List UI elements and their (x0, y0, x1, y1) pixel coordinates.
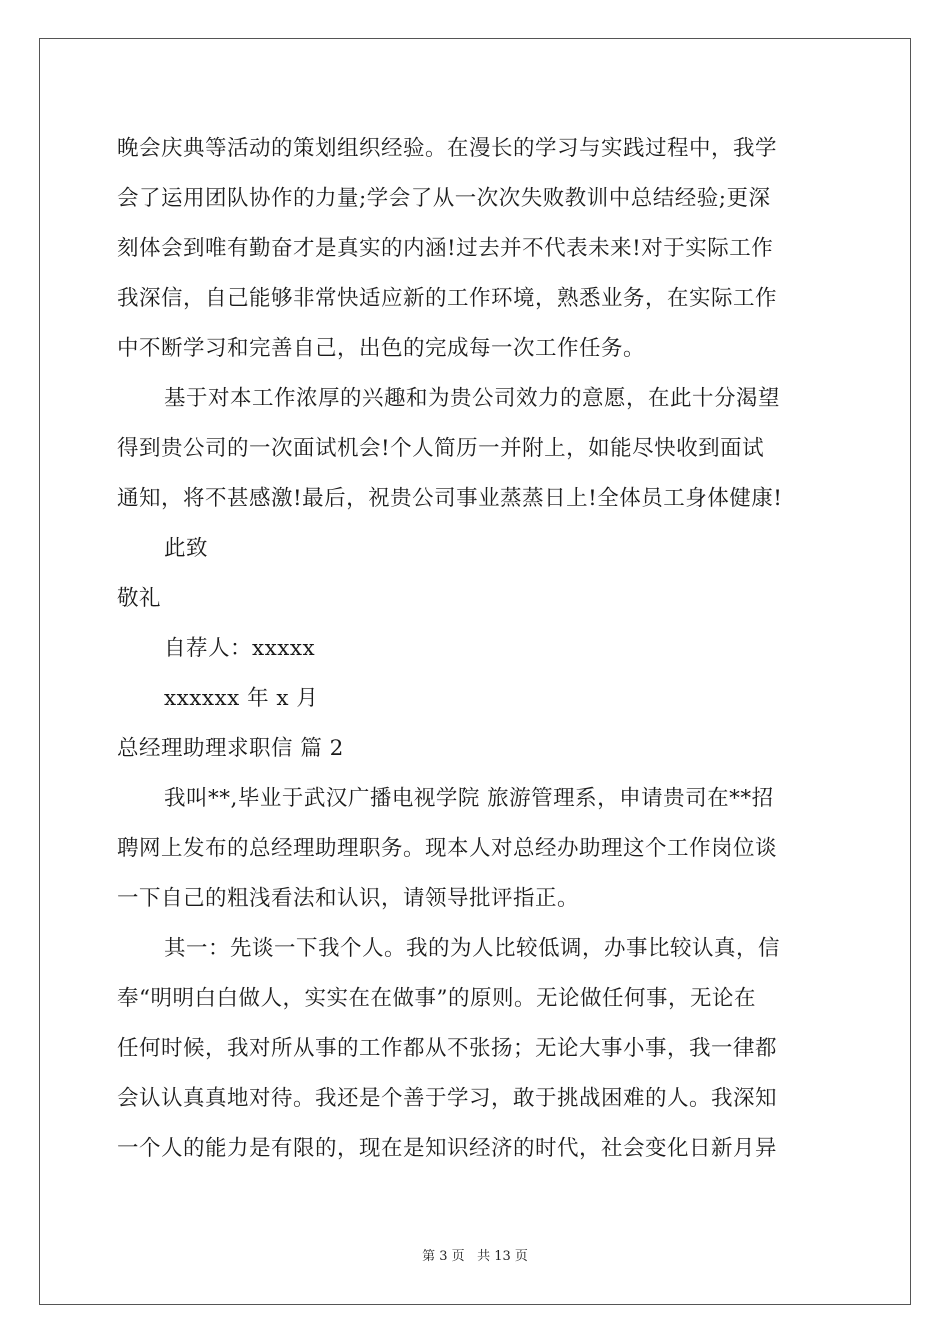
body-line-3: 刻体会到唯有勤奋才是真实的内涵!过去并不代表未来!对于实际工作 (117, 236, 774, 261)
body-line-18: 奉“明明白白做人，实实在在做事”的原则。无论做任何事，无论在 (117, 986, 756, 1011)
body-line-14: 我叫**,毕业于武汉广播电视学院 旅游管理系，申请贵司在**招 (164, 786, 774, 811)
page-border (39, 38, 911, 1305)
body-line-17: 其一：先谈一下我个人。我的为人比较低调，办事比较认真，信 (164, 936, 781, 961)
date-line: xxxxxx 年 x 月 (164, 686, 319, 711)
body-line-6: 基于对本工作浓厚的兴趣和为贵公司效力的意愿，在此十分渴望 (164, 386, 781, 411)
body-line-2: 会了运用团队协作的力量;学会了从一次次失败教训中总结经验;更深 (117, 186, 771, 211)
body-line-19: 任何时候，我对所从事的工作都从不张扬；无论大事小事，我一律都 (117, 1036, 778, 1061)
closing-salutation: 此致 (164, 536, 209, 561)
page-footer (0, 1248, 950, 1266)
body-line-8: 通知，将不甚感激!最后，祝贵公司事业蒸蒸日上!全体员工身体健康! (117, 486, 783, 511)
page-number: 第 3 页 (422, 1249, 465, 1264)
body-line-4: 我深信，自己能够非常快适应新的工作环境，熟悉业务，在实际工作 (117, 286, 778, 311)
body-line-1: 晚会庆典等活动的策划组织经验。在漫长的学习与实践过程中，我学 (117, 136, 778, 161)
body-line-20: 会认认真真地对待。我还是个善于学习，敢于挑战困难的人。我深知 (117, 1086, 778, 1111)
closing-regards: 敬礼 (117, 586, 162, 611)
signature-line: 自荐人：xxxxx (164, 636, 316, 661)
body-line-16: 一下自己的粗浅看法和认识，请领导批评指正。 (117, 886, 580, 911)
section-heading: 总经理助理求职信 篇 2 (117, 736, 344, 761)
page-total: 共 13 页 (477, 1249, 528, 1264)
body-line-21: 一个人的能力是有限的，现在是知识经济的时代，社会变化日新月异 (117, 1136, 778, 1161)
body-line-7: 得到贵公司的一次面试机会!个人简历一并附上，如能尽快收到面试 (117, 436, 765, 461)
body-line-15: 聘网上发布的总经理助理职务。现本人对总经办助理这个工作岗位谈 (117, 836, 778, 861)
body-line-5: 中不断学习和完善自己，出色的完成每一次工作任务。 (117, 336, 646, 361)
